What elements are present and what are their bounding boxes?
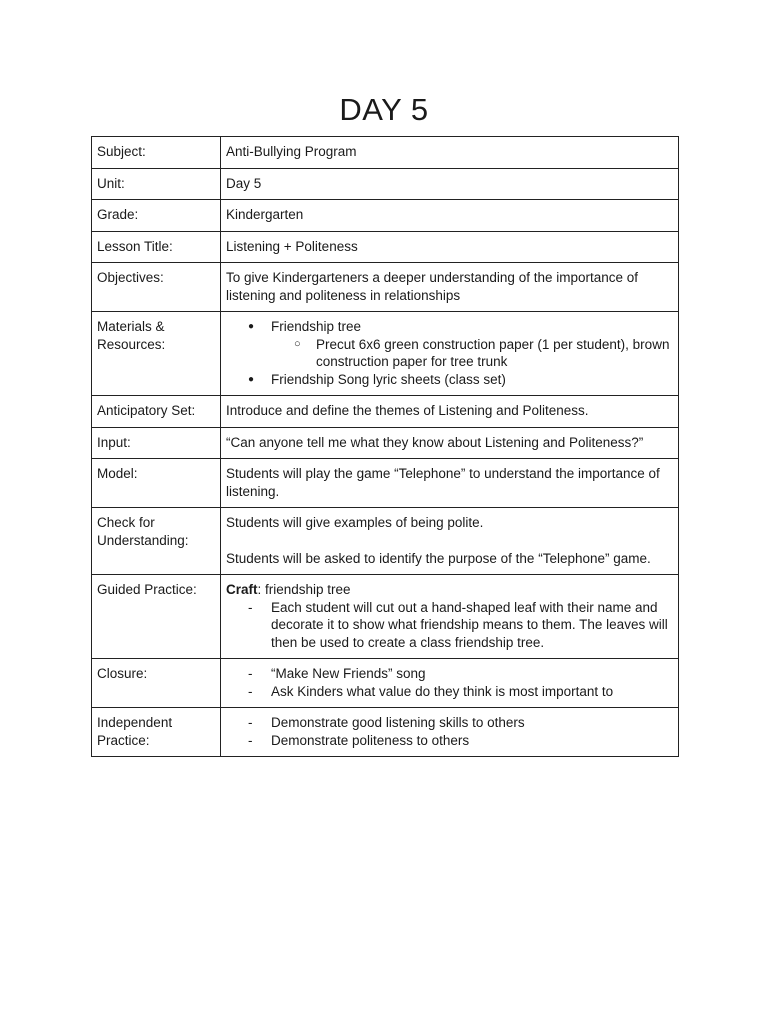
list-item: ● Friendship tree bbox=[226, 318, 673, 336]
craft-line bbox=[226, 581, 673, 599]
lesson-plan-table bbox=[91, 136, 679, 757]
table-row bbox=[92, 575, 679, 659]
row-value bbox=[221, 708, 679, 757]
row-value: “Can anyone tell me what they know about Listening and Politeness?” bbox=[221, 427, 679, 459]
table-row bbox=[92, 459, 679, 508]
row-label: Closure: bbox=[92, 659, 221, 708]
row-label: Lesson Title: bbox=[92, 231, 221, 263]
row-value: Kindergarten bbox=[221, 200, 679, 232]
row-label: Model: bbox=[92, 459, 221, 508]
list-item: - Ask Kinders what value do they think is most important to bbox=[226, 683, 673, 701]
list-item: ● Friendship Song lyric sheets (class set) bbox=[226, 371, 673, 389]
row-label: Input: bbox=[92, 427, 221, 459]
table-row bbox=[92, 396, 679, 428]
table-row bbox=[92, 200, 679, 232]
row-label: Unit: bbox=[92, 168, 221, 200]
craft-text: : friendship tree bbox=[257, 582, 351, 597]
row-value bbox=[221, 312, 679, 396]
row-value: Anti-Bullying Program bbox=[221, 137, 679, 169]
table-row bbox=[92, 427, 679, 459]
sub-list-item: ○ Precut 6x6 green construction paper (1 per student), brown construction paper for tree trunk bbox=[226, 336, 673, 371]
list-item: - Each student will cut out a hand-shaped leaf with their name and decorate it to show what friendship means to them. The leaves will then be used to create a class friendship tree. bbox=[226, 599, 673, 652]
row-label: Objectives: bbox=[92, 263, 221, 312]
list-item: - Demonstrate good listening skills to others bbox=[226, 714, 673, 732]
table-row bbox=[92, 659, 679, 708]
list-item: - Demonstrate politeness to others bbox=[226, 732, 673, 750]
table-row bbox=[92, 263, 679, 312]
row-label: Anticipatory Set: bbox=[92, 396, 221, 428]
row-label: Independent Practice: bbox=[92, 708, 221, 757]
row-label: Check for Understanding: bbox=[92, 508, 221, 575]
row-value: To give Kindergarteners a deeper understanding of the importance of listening and politeness in relationships bbox=[221, 263, 679, 312]
row-value: Day 5 bbox=[221, 168, 679, 200]
table-row bbox=[92, 312, 679, 396]
row-value bbox=[221, 508, 679, 575]
list-item: - “Make New Friends” song bbox=[226, 665, 673, 683]
paragraph-gap bbox=[226, 532, 673, 550]
row-label: Materials & Resources: bbox=[92, 312, 221, 396]
table-row bbox=[92, 708, 679, 757]
row-value: Students will play the game “Telephone” to understand the importance of listening. bbox=[221, 459, 679, 508]
row-label: Grade: bbox=[92, 200, 221, 232]
row-value: Introduce and define the themes of Listening and Politeness. bbox=[221, 396, 679, 428]
row-value bbox=[221, 575, 679, 659]
table-row bbox=[92, 508, 679, 575]
table-row bbox=[92, 168, 679, 200]
paragraph: Students will be asked to identify the purpose of the “Telephone” game. bbox=[226, 550, 651, 566]
row-value: Listening + Politeness bbox=[221, 231, 679, 263]
craft-label: Craft bbox=[226, 582, 258, 597]
row-label: Guided Practice: bbox=[92, 575, 221, 659]
row-value bbox=[221, 659, 679, 708]
row-label: Subject: bbox=[92, 137, 221, 169]
page-title: DAY 5 bbox=[339, 92, 429, 127]
paragraph: Students will give examples of being polite. bbox=[226, 515, 484, 530]
table-row bbox=[92, 137, 679, 169]
table-row bbox=[92, 231, 679, 263]
